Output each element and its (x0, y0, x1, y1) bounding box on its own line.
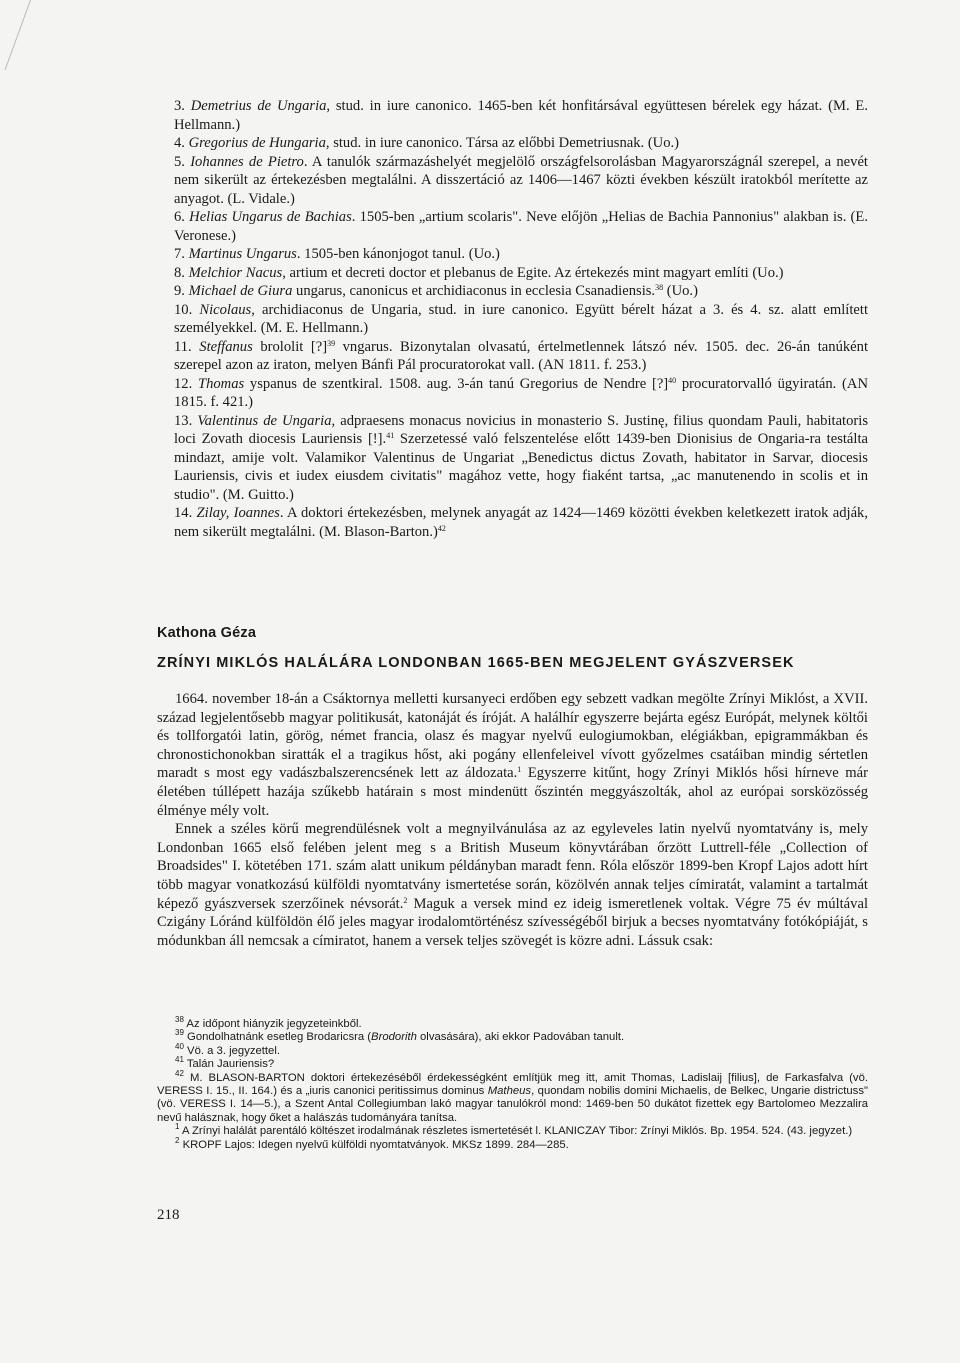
footnote: $^{38}$ Az időpont hiányzik jegyzeteinkből. (175, 1015, 362, 1030)
footnote: $^{42}$ M. BLASON-BARTON doktori értekezéséből érdekességként említjük meg itt, amit Thomas, Ladislaij [filius], de Farkasfalva (vö. VERESS I. 15., II. 164.) és a „iuris canonici peritissimus dominus Matheus, quondam nobilis domini Michaelis, de Belkec, Ungarie districtuss"(vö. VERESS I. 14—5.), a Szent Antal Collegiumban lakó magyar tanulókról mond: 1469-ben 50 dukátot fizettek egy Bartolomeo Mezzalira nevű halásznak, hogy őket a halászás tudományára tanítsa. (157, 1068, 868, 1124)
student-list (174, 97, 868, 541)
article-author: Kathona Géza (157, 625, 257, 641)
list-item: 11. Steffanus brololit [?]$^{39}$ vngarus. Bizonytalan olvasatú, értelmetlennek látszó név. 1505. dec. 26-án tanúként szerepel azon az iraton, melyen Bánfi Pál procuratorokat vall. (AN 1811. f. 253.) (174, 338, 868, 373)
list-item: 7. Martinus Ungarus. 1505-ben kánonjogot tanul. (Uo.) (174, 246, 500, 262)
list-item: 10. Nicolaus, archidiaconus de Ungaria, stud. in iure canonico. Együtt bérelt házat a 3. és 4. sz. alatt említett személyekkel. (M. E. Hellmann.) (174, 301, 868, 336)
list-item: 3. Demetrius de Ungaria, stud. in iure canonico. 1465-ben két honfitársával együttesen bérelek egy házat. (M. E. Hellmann.) (174, 98, 868, 133)
list-item: 5. Iohannes de Pietro. A tanulók származáshelyét megjelölő országfelsorolásban Magyarországnál szerepel, a nevét nem sikerült az értekezésben megtalálni. A disszertáció az 1406—1467 közti években készült iratokból merítette az anyagot. (L. Vidale.) (174, 153, 868, 207)
footnote: $^1$ A Zrínyi halálát parentáló költészet irodalmának részletes ismertetését l. KLANICZAY Tibor: Zrínyi Miklós. Bp. 1954. 524. (43. jegyzet.) (175, 1122, 853, 1138)
paragraph: Ennek a széles körű megrendülésnek volt a megnyilvánulása az az egyleveles latin nyelvű nyomtatvány is, mely Londonban 1665 első felében jelent meg s a British Museum könyvtárában őrzött Luttrell-féle „Collection of Broadsides" I. kötetében 171. szám alatt unikum példányban maradt fenn. Róla először 1899-ben Kropf Lajos adott hírt több magyar vonatkozású külföldi nyomtatvány ismertetése során, közölvén annak teljes címiratát, valamint a tartalmát képező gyászversek szerzőinek névsorát.$^2$ Maguk a versek mind ez ideig ismeretlenek voltak. Végre 75 év múltával Czigány Lóránd külföldön élő jeles magyar irodalomtörténész szívességéből birjuk a becses nyomtatvány fotókópiáját, s módunkban áll nemcsak a címiratot, hanem a versek teljes szövegét is közre adni. Lássuk csak: (157, 821, 868, 949)
footnote: $^{40}$ Vö. a 3. jegyzettel. (175, 1041, 280, 1057)
list-item: 13. Valentinus de Ungaria, adpraesens monacus novicius in monasterio S. Justinę, filius quondam Pauli, habitatoris loci Zovath diocesis Lauriensis [!].$^{41}$ Szerzetessé való felszentelése előtt 1439-ben Dionisius de Ongaria-ra testálta mindazt, amije volt. Valamikor Valentinus de Ungariat „Benedictus dictus Zovath, habitator in Sarvar, diocesis Lauriensis, civis et iudex eiusdem civitatis" magához vette, hogy fiaként tartsa, „ac manutenendo in scolis et in studio". (M. Guitto.) (174, 412, 868, 503)
article-title: ZRÍNYI MIKLÓS HALÁLÁRA LONDONBAN 1665-BEN MEGJELENT GYÁSZVERSEK (157, 655, 795, 671)
article-body (157, 690, 868, 950)
list-item: 6. Helias Ungarus de Bachias. 1505-ben „artium scolaris". Neve előjön „Helias de Bachia Pannonius" alakban is. (E. Veronese.) (174, 209, 868, 244)
footnotes (157, 1015, 868, 1152)
list-item: 12. Thomas yspanus de szentkiral. 1508. aug. 3-án tanú Gregorius de Nendre [?]$^{40}$ procuratorvalló ügyiratán. (AN 1815. f. 421.) (174, 375, 868, 410)
footnote: $^2$ KROPF Lajos: Idegen nyelvű külföldi nyomtatványok. MKSz 1899. 284—285. (175, 1135, 569, 1151)
list-item: 4. Gregorius de Hungaria, stud. in iure canonico. Társa az előbbi Demetriusnak. (Uo.) (174, 135, 680, 151)
list-item: 8. Melchior Nacus, artium et decreti doctor et plebanus de Egite. Az értekezés mint magyart említi (Uo.) (174, 264, 784, 281)
page-number: 218 (157, 1207, 180, 1223)
paragraph: 1664. november 18-án a Csáktornya melletti kursanyeci erdőben egy sebzett vadkan megölte Zrínyi Miklóst, a XVII. század legjelentősebb magyar politikusát, katonáját és íróját. A halálhír egyszerre bejárta egész Európát, melynek költői és tollforgatói latin, görög, német francia, olasz és magyar nyelvű eulogiumokban, elégiákban, epigrammákban és chronostichonokban siratták el a tragikus hőst, aki pogány ellenfeleivel vívott győzelmes csatáiban mindig sértetlen maradt s most egy vadászbalszerencsének lett az áldozata.$^1$ Egyszerre kitűnt, hogy Zrínyi Miklós hősi hírneve már életében túllépett hazája szűkebb határain s most mindenütt őszintén meggyászolták, ahol az európai sorsközösség élménye mély volt. (157, 691, 868, 819)
list-item: 9. Michael de Giura ungarus, canonicus et archidiaconus in ecclesia Csanadiensis.$^{38}$ (Uo.) (174, 283, 698, 299)
list-item: 14. Zilay, Ioannes. A doktori értekezésben, melynek anyagát az 1424—1469 közötti években keletkezett iratok adják, nem sikerült megtalálni. (M. Blason-Barton.)$^{42}$ (174, 505, 868, 540)
footnote: $^{39}$ Gondolhatnánk esetleg Brodaricsra (Brodorith olvasására), aki ekkor Padovában tanult. (175, 1028, 625, 1044)
page-corner-mark (0, 0, 31, 70)
footnote: $^{41}$ Talán Jauriensis? (175, 1055, 275, 1071)
